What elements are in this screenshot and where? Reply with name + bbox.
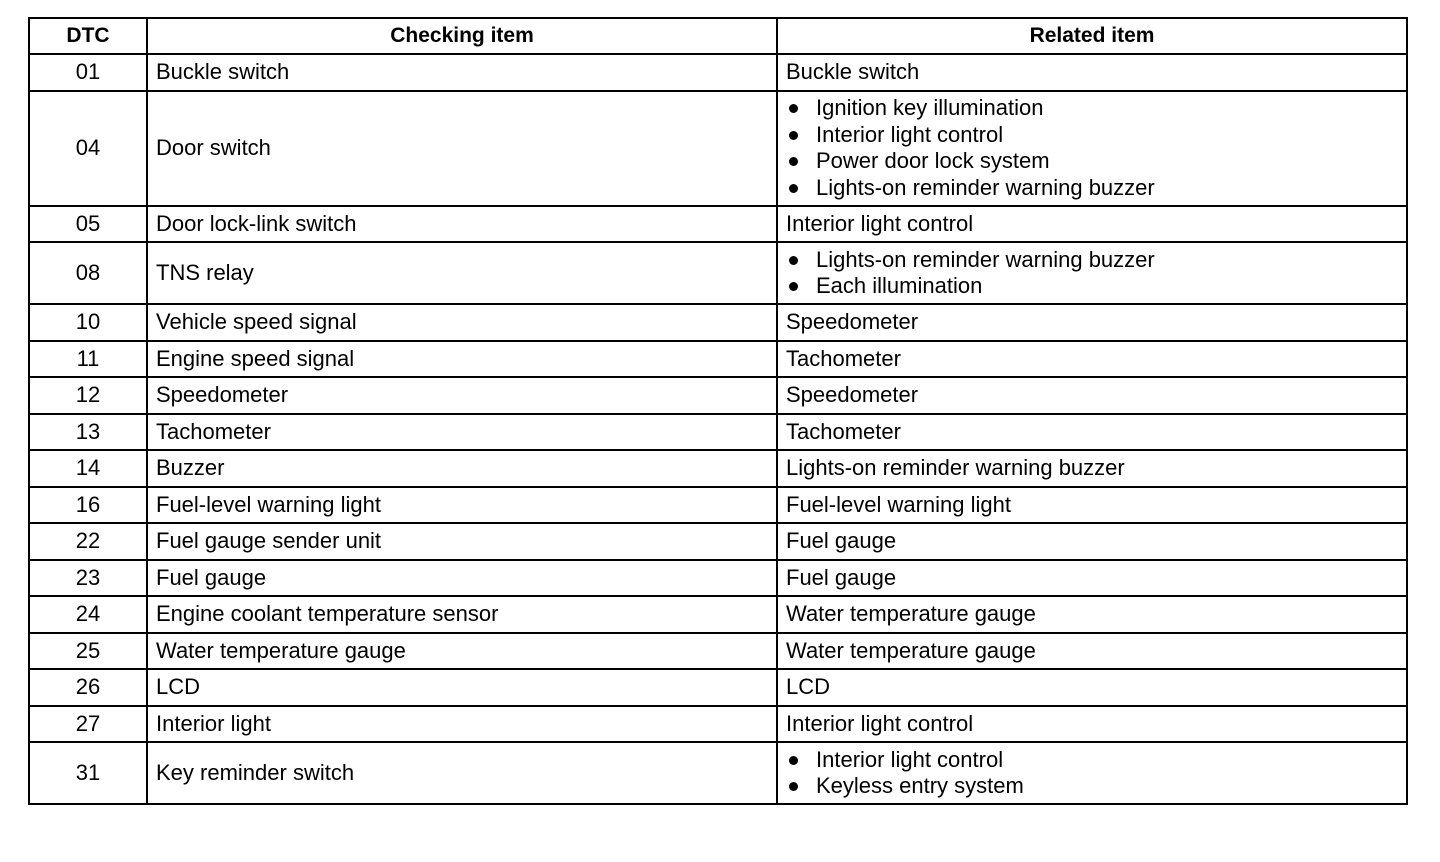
checking-item: Fuel gauge <box>147 560 777 597</box>
table-row <box>29 377 1407 414</box>
table-row <box>29 91 1407 206</box>
checking-item: Door lock-link switch <box>147 206 777 243</box>
related-item: Tachometer <box>777 341 1407 378</box>
header-related-item: Related item <box>777 18 1407 54</box>
dtc-code: 12 <box>29 377 147 414</box>
dtc-code: 04 <box>29 91 147 206</box>
related-item-bullet: Power door lock system <box>786 148 1398 175</box>
related-item: Lights-on reminder warning buzzer <box>777 450 1407 487</box>
related-item: Fuel gauge <box>777 560 1407 597</box>
related-item: Speedometer <box>777 304 1407 341</box>
checking-item: Buzzer <box>147 450 777 487</box>
table-row <box>29 560 1407 597</box>
table-row <box>29 633 1407 670</box>
related-item-bullet: Each illumination <box>786 273 1398 300</box>
dtc-code: 26 <box>29 669 147 706</box>
table-header <box>29 18 1407 54</box>
related-item: Interior light control <box>777 706 1407 743</box>
related-item: Water temperature gauge <box>777 596 1407 633</box>
checking-item: Buckle switch <box>147 54 777 91</box>
related-item-bullet: Lights-on reminder warning buzzer <box>786 175 1398 202</box>
checking-item: Vehicle speed signal <box>147 304 777 341</box>
related-item-bullet: Keyless entry system <box>786 773 1398 800</box>
checking-item: Fuel gauge sender unit <box>147 523 777 560</box>
related-item-bullet: Lights-on reminder warning buzzer <box>786 247 1398 274</box>
dtc-code: 22 <box>29 523 147 560</box>
dtc-code: 25 <box>29 633 147 670</box>
header-row <box>29 18 1407 54</box>
table-row <box>29 706 1407 743</box>
table-row <box>29 206 1407 243</box>
dtc-code: 24 <box>29 596 147 633</box>
related-item <box>777 242 1407 304</box>
table-row <box>29 414 1407 451</box>
dtc-code: 11 <box>29 341 147 378</box>
dtc-code: 10 <box>29 304 147 341</box>
related-item: Buckle switch <box>777 54 1407 91</box>
header-dtc: DTC <box>29 18 147 54</box>
related-item-bullet: Interior light control <box>786 122 1398 149</box>
header-checking-item: Checking item <box>147 18 777 54</box>
checking-item: Speedometer <box>147 377 777 414</box>
table-row <box>29 742 1407 804</box>
related-item: Water temperature gauge <box>777 633 1407 670</box>
related-item-bullet: Interior light control <box>786 747 1398 774</box>
table-row <box>29 523 1407 560</box>
related-item <box>777 91 1407 206</box>
table-row <box>29 596 1407 633</box>
checking-item: Key reminder switch <box>147 742 777 804</box>
related-item-bullet: Ignition key illumination <box>786 95 1398 122</box>
checking-item: TNS relay <box>147 242 777 304</box>
related-item-list <box>786 747 1398 800</box>
table-body <box>29 54 1407 804</box>
checking-item: Interior light <box>147 706 777 743</box>
table-row <box>29 487 1407 524</box>
dtc-code: 08 <box>29 242 147 304</box>
checking-item: Water temperature gauge <box>147 633 777 670</box>
checking-item: LCD <box>147 669 777 706</box>
related-item: Fuel gauge <box>777 523 1407 560</box>
table-row <box>29 341 1407 378</box>
checking-item: Engine coolant temperature sensor <box>147 596 777 633</box>
related-item: Speedometer <box>777 377 1407 414</box>
checking-item: Fuel-level warning light <box>147 487 777 524</box>
related-item: Fuel-level warning light <box>777 487 1407 524</box>
dtc-code: 14 <box>29 450 147 487</box>
table-row <box>29 669 1407 706</box>
checking-item: Tachometer <box>147 414 777 451</box>
table-row <box>29 54 1407 91</box>
checking-item: Engine speed signal <box>147 341 777 378</box>
related-item: Interior light control <box>777 206 1407 243</box>
dtc-code: 13 <box>29 414 147 451</box>
dtc-code: 31 <box>29 742 147 804</box>
dtc-table <box>28 17 1408 805</box>
dtc-code: 16 <box>29 487 147 524</box>
dtc-code: 27 <box>29 706 147 743</box>
related-item-list <box>786 247 1398 300</box>
dtc-code: 23 <box>29 560 147 597</box>
related-item: Tachometer <box>777 414 1407 451</box>
table-row <box>29 450 1407 487</box>
related-item <box>777 742 1407 804</box>
table-row <box>29 304 1407 341</box>
related-item: LCD <box>777 669 1407 706</box>
table-row <box>29 242 1407 304</box>
dtc-code: 05 <box>29 206 147 243</box>
dtc-code: 01 <box>29 54 147 91</box>
checking-item: Door switch <box>147 91 777 206</box>
related-item-list <box>786 95 1398 201</box>
